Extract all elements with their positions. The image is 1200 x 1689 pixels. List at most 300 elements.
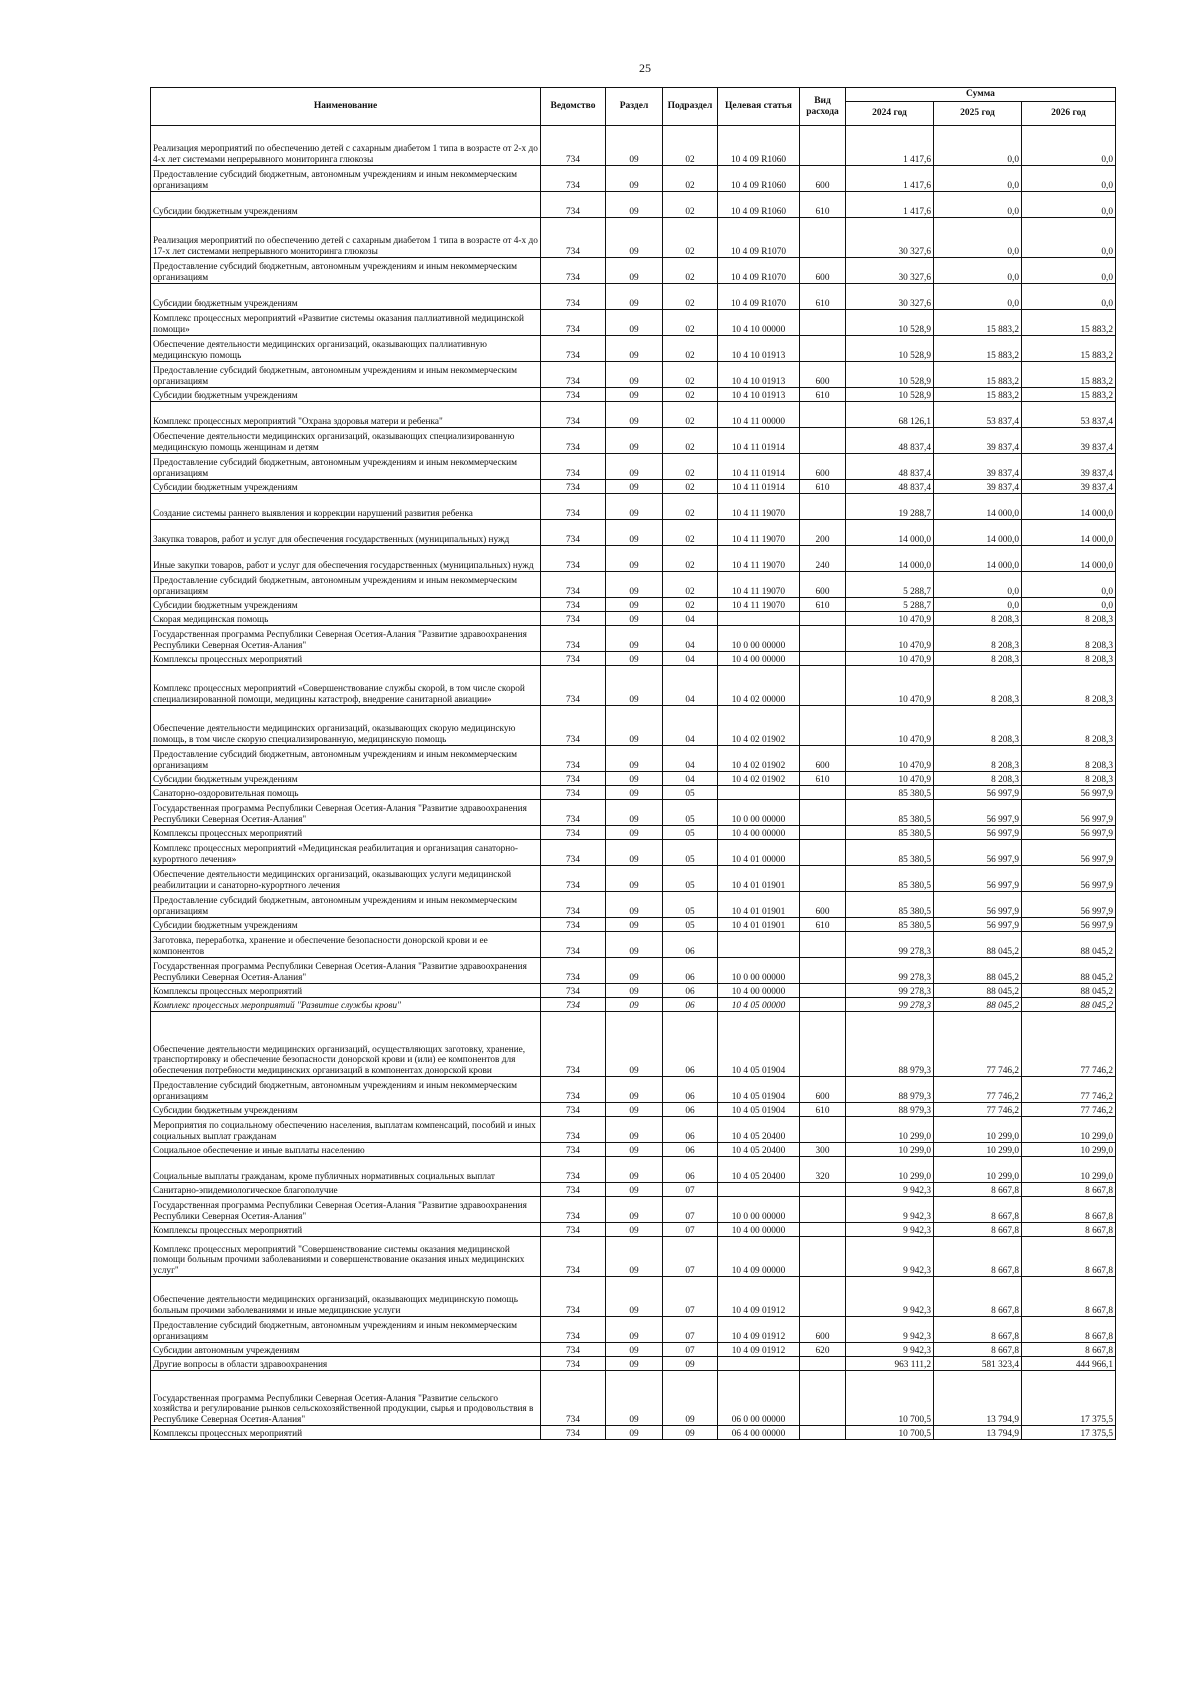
sum-2024-cell: 85 380,5 — [846, 892, 934, 918]
sum-2026-cell: 15 883,2 — [1022, 388, 1116, 402]
target-article-cell: 10 4 11 01914 — [718, 454, 800, 480]
razdel-cell: 09 — [606, 480, 663, 494]
sum-2025-cell: 39 837,4 — [934, 454, 1022, 480]
razdel-cell: 09 — [606, 520, 663, 546]
sum-2026-cell: 56 997,9 — [1022, 800, 1116, 826]
sum-2024-cell: 10 470,9 — [846, 626, 934, 652]
sum-2026-cell: 39 837,4 — [1022, 428, 1116, 454]
target-article-cell: 10 4 01 01901 — [718, 918, 800, 932]
razdel-cell: 09 — [606, 826, 663, 840]
sum-2026-cell: 88 045,2 — [1022, 958, 1116, 984]
target-article-cell: 10 4 10 00000 — [718, 310, 800, 336]
name-cell: Субсидии бюджетным учреждениям — [151, 284, 541, 310]
ved-cell: 734 — [541, 520, 606, 546]
sum-2024-cell: 30 327,6 — [846, 284, 934, 310]
name-cell: Предоставление субсидий бюджетным, автономным учреждениям и иным некоммерческим организациям — [151, 1077, 541, 1103]
sum-2024-cell: 10 470,9 — [846, 652, 934, 666]
podrazdel-cell: 05 — [663, 786, 718, 800]
razdel-cell: 09 — [606, 1343, 663, 1357]
sum-2024-cell: 963 111,2 — [846, 1357, 934, 1371]
podrazdel-cell: 06 — [663, 984, 718, 998]
sum-2025-cell: 15 883,2 — [934, 362, 1022, 388]
sum-2025-cell: 77 746,2 — [934, 1012, 1022, 1077]
razdel-cell: 09 — [606, 1223, 663, 1237]
sum-2025-cell: 0,0 — [934, 192, 1022, 218]
podrazdel-cell: 09 — [663, 1357, 718, 1371]
sum-2025-cell: 88 045,2 — [934, 958, 1022, 984]
sum-2025-cell: 15 883,2 — [934, 388, 1022, 402]
header-target-article: Целевая статья — [718, 88, 800, 126]
sum-2024-cell: 19 288,7 — [846, 494, 934, 520]
target-article-cell: 10 4 09 R1060 — [718, 166, 800, 192]
podrazdel-cell: 05 — [663, 866, 718, 892]
table-row — [151, 1197, 1116, 1223]
name-cell: Государственная программа Республики Северная Осетия-Алания "Развитие здравоохранения Республики Северная Осетия-Алания" — [151, 1197, 541, 1223]
sum-2026-cell: 8 667,8 — [1022, 1277, 1116, 1317]
table-row — [151, 1077, 1116, 1103]
target-article-cell — [718, 786, 800, 800]
page-number: 25 — [639, 61, 651, 75]
expense-type-cell — [800, 1371, 846, 1426]
sum-2025-cell: 8 667,8 — [934, 1197, 1022, 1223]
name-cell: Комплексы процессных мероприятий — [151, 652, 541, 666]
name-cell: Реализация мероприятий по обеспечению детей с сахарным диабетом 1 типа в возрасте от 2-х до 4-х лет системами непрерывного мониторинга глюкозы — [151, 126, 541, 166]
sum-2024-cell: 48 837,4 — [846, 454, 934, 480]
table-body — [151, 126, 1116, 1440]
name-cell: Другие вопросы в области здравоохранения — [151, 1357, 541, 1371]
target-article-cell: 10 4 09 R1060 — [718, 126, 800, 166]
name-cell: Комплекс процессных мероприятий «Совершенствование службы скорой, в том числе скорой специализированной помощи, медицины катастроф, внедрение санитарной авиации» — [151, 666, 541, 706]
name-cell: Обеспечение деятельности медицинских организаций, оказывающих услуги медицинской реабилитации и санаторно-курортного лечения — [151, 866, 541, 892]
sum-2026-cell: 15 883,2 — [1022, 336, 1116, 362]
sum-2026-cell: 8 208,3 — [1022, 626, 1116, 652]
name-cell: Комплексы процессных мероприятий — [151, 1223, 541, 1237]
target-article-cell: 10 4 11 19070 — [718, 572, 800, 598]
sum-2026-cell: 0,0 — [1022, 572, 1116, 598]
name-cell: Государственная программа Республики Северная Осетия-Алания "Развитие сельского хозяйства и регулирование рынков сельскохозяйственной продукции, сырья и продовольствия в Республике Северная Осетия-Алания" — [151, 1371, 541, 1426]
razdel-cell: 09 — [606, 192, 663, 218]
table-row — [151, 612, 1116, 626]
sum-2026-cell: 77 746,2 — [1022, 1012, 1116, 1077]
sum-2024-cell: 10 470,9 — [846, 706, 934, 746]
name-cell: Предоставление субсидий бюджетным, автономным учреждениям и иным некоммерческим организациям — [151, 166, 541, 192]
table-row — [151, 1103, 1116, 1117]
expense-type-cell: 610 — [800, 598, 846, 612]
razdel-cell: 09 — [606, 800, 663, 826]
sum-2024-cell: 88 979,3 — [846, 1077, 934, 1103]
target-article-cell: 10 4 05 01904 — [718, 1012, 800, 1077]
name-cell: Предоставление субсидий бюджетным, автономным учреждениям и иным некоммерческим организациям — [151, 746, 541, 772]
ved-cell: 734 — [541, 336, 606, 362]
target-article-cell: 06 0 00 00000 — [718, 1371, 800, 1426]
sum-2026-cell: 0,0 — [1022, 166, 1116, 192]
razdel-cell: 09 — [606, 652, 663, 666]
sum-2024-cell: 30 327,6 — [846, 218, 934, 258]
podrazdel-cell: 04 — [663, 612, 718, 626]
sum-2024-cell: 99 278,3 — [846, 984, 934, 998]
podrazdel-cell: 02 — [663, 258, 718, 284]
name-cell: Мероприятия по социальному обеспечению населения, выплатам компенсаций, пособий и иных социальных выплат гражданам — [151, 1117, 541, 1143]
podrazdel-cell: 02 — [663, 166, 718, 192]
expense-type-cell: 200 — [800, 520, 846, 546]
table-row — [151, 1277, 1116, 1317]
sum-2025-cell: 8 667,8 — [934, 1237, 1022, 1277]
podrazdel-cell: 02 — [663, 362, 718, 388]
podrazdel-cell: 02 — [663, 428, 718, 454]
podrazdel-cell: 07 — [663, 1197, 718, 1223]
ved-cell: 734 — [541, 546, 606, 572]
ved-cell: 734 — [541, 598, 606, 612]
ved-cell: 734 — [541, 1317, 606, 1343]
expense-type-cell: 610 — [800, 1103, 846, 1117]
expense-type-cell — [800, 706, 846, 746]
sum-2024-cell: 88 979,3 — [846, 1012, 934, 1077]
table-row — [151, 402, 1116, 428]
expense-type-cell: 600 — [800, 746, 846, 772]
target-article-cell: 06 4 00 00000 — [718, 1426, 800, 1440]
sum-2024-cell: 10 528,9 — [846, 388, 934, 402]
sum-2026-cell: 56 997,9 — [1022, 918, 1116, 932]
razdel-cell: 09 — [606, 1371, 663, 1426]
sum-2024-cell: 10 528,9 — [846, 362, 934, 388]
expense-type-cell: 610 — [800, 388, 846, 402]
razdel-cell: 09 — [606, 666, 663, 706]
name-cell: Санитарно-эпидемиологическое благополучие — [151, 1183, 541, 1197]
expense-type-cell — [800, 652, 846, 666]
header-sum: Сумма — [846, 88, 1116, 102]
razdel-cell: 09 — [606, 310, 663, 336]
sum-2024-cell: 85 380,5 — [846, 786, 934, 800]
table-row — [151, 598, 1116, 612]
sum-2026-cell: 53 837,4 — [1022, 402, 1116, 428]
podrazdel-cell: 05 — [663, 800, 718, 826]
razdel-cell: 09 — [606, 612, 663, 626]
table-row — [151, 284, 1116, 310]
sum-2025-cell: 14 000,0 — [934, 546, 1022, 572]
name-cell: Иные закупки товаров, работ и услуг для обеспечения государственных (муниципальных) нужд — [151, 546, 541, 572]
sum-2026-cell: 444 966,1 — [1022, 1357, 1116, 1371]
sum-2024-cell: 5 288,7 — [846, 572, 934, 598]
name-cell: Комплексы процессных мероприятий — [151, 1426, 541, 1440]
sum-2025-cell: 56 997,9 — [934, 800, 1022, 826]
sum-2025-cell: 56 997,9 — [934, 892, 1022, 918]
expense-type-cell — [800, 1197, 846, 1223]
ved-cell: 734 — [541, 918, 606, 932]
sum-2026-cell: 14 000,0 — [1022, 546, 1116, 572]
sum-2025-cell: 39 837,4 — [934, 480, 1022, 494]
expense-type-cell — [800, 1426, 846, 1440]
sum-2025-cell: 8 208,3 — [934, 746, 1022, 772]
podrazdel-cell: 04 — [663, 652, 718, 666]
expense-type-cell: 300 — [800, 1143, 846, 1157]
target-article-cell: 10 4 11 01914 — [718, 428, 800, 454]
table-row — [151, 1237, 1116, 1277]
expense-type-cell — [800, 1223, 846, 1237]
razdel-cell: 09 — [606, 984, 663, 998]
ved-cell: 734 — [541, 428, 606, 454]
podrazdel-cell: 06 — [663, 1077, 718, 1103]
sum-2024-cell: 10 299,0 — [846, 1157, 934, 1183]
podrazdel-cell: 02 — [663, 310, 718, 336]
table-row — [151, 572, 1116, 598]
ved-cell: 734 — [541, 1143, 606, 1157]
sum-2025-cell: 56 997,9 — [934, 918, 1022, 932]
target-article-cell: 10 4 11 19070 — [718, 494, 800, 520]
sum-2026-cell: 8 667,8 — [1022, 1237, 1116, 1277]
sum-2024-cell: 99 278,3 — [846, 958, 934, 984]
ved-cell: 734 — [541, 958, 606, 984]
sum-2024-cell: 85 380,5 — [846, 918, 934, 932]
sum-2025-cell: 0,0 — [934, 284, 1022, 310]
target-article-cell: 10 0 00 00000 — [718, 958, 800, 984]
sum-2026-cell: 56 997,9 — [1022, 786, 1116, 800]
ved-cell: 734 — [541, 1426, 606, 1440]
target-article-cell: 10 4 05 01904 — [718, 1103, 800, 1117]
table-row — [151, 918, 1116, 932]
razdel-cell: 09 — [606, 454, 663, 480]
sum-2024-cell: 10 470,9 — [846, 666, 934, 706]
sum-2024-cell: 99 278,3 — [846, 998, 934, 1012]
sum-2025-cell: 8 667,8 — [934, 1277, 1022, 1317]
table-row — [151, 428, 1116, 454]
expense-type-cell — [800, 826, 846, 840]
podrazdel-cell: 02 — [663, 336, 718, 362]
razdel-cell: 09 — [606, 1077, 663, 1103]
expense-type-cell — [800, 626, 846, 652]
name-cell: Обеспечение деятельности медицинских организаций, осуществляющих заготовку, хранение, транспортировку и обеспечение безопасности донорской крови и (или) ее компонентов для обеспечения потребности медицинских организаций в компонентах донорской крови — [151, 1012, 541, 1077]
sum-2025-cell: 77 746,2 — [934, 1077, 1022, 1103]
target-article-cell: 10 4 10 01913 — [718, 362, 800, 388]
header-name: Наименование — [151, 88, 541, 126]
sum-2026-cell: 15 883,2 — [1022, 310, 1116, 336]
table-row — [151, 786, 1116, 800]
podrazdel-cell: 07 — [663, 1237, 718, 1277]
razdel-cell: 09 — [606, 958, 663, 984]
target-article-cell: 10 4 00 00000 — [718, 984, 800, 998]
table-row — [151, 652, 1116, 666]
ved-cell: 734 — [541, 772, 606, 786]
sum-2026-cell: 10 299,0 — [1022, 1157, 1116, 1183]
ved-cell: 734 — [541, 1103, 606, 1117]
expense-type-cell: 610 — [800, 772, 846, 786]
expense-type-cell: 600 — [800, 892, 846, 918]
sum-2026-cell: 8 667,8 — [1022, 1343, 1116, 1357]
sum-2025-cell: 581 323,4 — [934, 1357, 1022, 1371]
podrazdel-cell: 06 — [663, 1143, 718, 1157]
name-cell: Субсидии бюджетным учреждениям — [151, 918, 541, 932]
sum-2026-cell: 39 837,4 — [1022, 480, 1116, 494]
ved-cell: 734 — [541, 652, 606, 666]
name-cell: Субсидии бюджетным учреждениям — [151, 598, 541, 612]
sum-2026-cell: 88 045,2 — [1022, 998, 1116, 1012]
sum-2026-cell: 8 208,3 — [1022, 746, 1116, 772]
name-cell: Предоставление субсидий бюджетным, автономным учреждениям и иным некоммерческим организациям — [151, 258, 541, 284]
sum-2025-cell: 8 667,8 — [934, 1317, 1022, 1343]
expense-type-cell: 600 — [800, 454, 846, 480]
ved-cell: 734 — [541, 1157, 606, 1183]
ved-cell: 734 — [541, 1371, 606, 1426]
expense-type-cell: 610 — [800, 192, 846, 218]
sum-2026-cell: 10 299,0 — [1022, 1117, 1116, 1143]
sum-2026-cell: 56 997,9 — [1022, 892, 1116, 918]
target-article-cell: 10 4 01 01901 — [718, 892, 800, 918]
target-article-cell — [718, 612, 800, 626]
name-cell: Обеспечение деятельности медицинских организаций, оказывающих специализированную медицинскую помощь женщинам и детям — [151, 428, 541, 454]
sum-2024-cell: 88 979,3 — [846, 1103, 934, 1117]
table-row — [151, 1426, 1116, 1440]
expense-type-cell: 610 — [800, 284, 846, 310]
target-article-cell: 10 4 09 01912 — [718, 1317, 800, 1343]
razdel-cell: 09 — [606, 1012, 663, 1077]
name-cell: Субсидии бюджетным учреждениям — [151, 1103, 541, 1117]
sum-2026-cell: 8 667,8 — [1022, 1183, 1116, 1197]
sum-2024-cell: 10 470,9 — [846, 612, 934, 626]
name-cell: Субсидии автономным учреждениям — [151, 1343, 541, 1357]
ved-cell: 734 — [541, 126, 606, 166]
podrazdel-cell: 06 — [663, 998, 718, 1012]
target-article-cell: 10 4 02 00000 — [718, 666, 800, 706]
sum-2025-cell: 56 997,9 — [934, 840, 1022, 866]
ved-cell: 734 — [541, 1223, 606, 1237]
expense-type-cell — [800, 428, 846, 454]
ved-cell: 734 — [541, 454, 606, 480]
razdel-cell: 09 — [606, 126, 663, 166]
target-article-cell: 10 4 09 R1070 — [718, 284, 800, 310]
target-article-cell: 10 4 02 01902 — [718, 772, 800, 786]
header-expense-type: Вид расхода — [800, 88, 846, 126]
ved-cell: 734 — [541, 362, 606, 388]
expense-type-cell — [800, 984, 846, 998]
name-cell: Комплексы процессных мероприятий — [151, 826, 541, 840]
name-cell: Заготовка, переработка, хранение и обеспечение безопасности донорской крови и ее компонентов — [151, 932, 541, 958]
podrazdel-cell: 05 — [663, 918, 718, 932]
table-row — [151, 1371, 1116, 1426]
expense-type-cell — [800, 1237, 846, 1277]
sum-2026-cell: 8 208,3 — [1022, 652, 1116, 666]
sum-2024-cell: 85 380,5 — [846, 800, 934, 826]
expense-type-cell — [800, 1277, 846, 1317]
target-article-cell: 10 4 09 R1070 — [718, 258, 800, 284]
table-row — [151, 1143, 1116, 1157]
name-cell: Предоставление субсидий бюджетным, автономным учреждениям и иным некоммерческим организациям — [151, 362, 541, 388]
name-cell: Социальное обеспечение и иные выплаты населению — [151, 1143, 541, 1157]
name-cell: Обеспечение деятельности медицинских организаций, оказывающих скорую медицинскую помощь, в том числе скорую специализированную, медицинскую помощь — [151, 706, 541, 746]
sum-2024-cell: 30 327,6 — [846, 258, 934, 284]
table-row — [151, 1183, 1116, 1197]
sum-2024-cell: 9 942,3 — [846, 1343, 934, 1357]
target-article-cell: 10 4 05 20400 — [718, 1157, 800, 1183]
name-cell: Государственная программа Республики Северная Осетия-Алания "Развитие здравоохранения Республики Северная Осетия-Алания" — [151, 800, 541, 826]
sum-2024-cell: 48 837,4 — [846, 428, 934, 454]
ved-cell: 734 — [541, 826, 606, 840]
sum-2024-cell: 10 528,9 — [846, 310, 934, 336]
podrazdel-cell: 09 — [663, 1426, 718, 1440]
budget-table — [150, 87, 1116, 1440]
sum-2025-cell: 0,0 — [934, 166, 1022, 192]
expense-type-cell: 620 — [800, 1343, 846, 1357]
expense-type-cell: 600 — [800, 362, 846, 388]
target-article-cell: 10 4 00 00000 — [718, 652, 800, 666]
expense-type-cell — [800, 932, 846, 958]
table-row — [151, 706, 1116, 746]
razdel-cell: 09 — [606, 1117, 663, 1143]
podrazdel-cell: 07 — [663, 1343, 718, 1357]
ved-cell: 734 — [541, 998, 606, 1012]
ved-cell: 734 — [541, 800, 606, 826]
podrazdel-cell: 02 — [663, 218, 718, 258]
razdel-cell: 09 — [606, 388, 663, 402]
name-cell: Предоставление субсидий бюджетным, автономным учреждениям и иным некоммерческим организациям — [151, 454, 541, 480]
sum-2025-cell: 56 997,9 — [934, 786, 1022, 800]
sum-2024-cell: 1 417,6 — [846, 126, 934, 166]
sum-2025-cell: 10 299,0 — [934, 1117, 1022, 1143]
expense-type-cell — [800, 336, 846, 362]
sum-2025-cell: 0,0 — [934, 258, 1022, 284]
ved-cell: 734 — [541, 284, 606, 310]
target-article-cell: 10 4 05 01904 — [718, 1077, 800, 1103]
target-article-cell: 10 4 05 00000 — [718, 998, 800, 1012]
podrazdel-cell: 06 — [663, 958, 718, 984]
name-cell: Субсидии бюджетным учреждениям — [151, 192, 541, 218]
sum-2026-cell: 17 375,5 — [1022, 1371, 1116, 1426]
target-article-cell: 10 4 00 00000 — [718, 826, 800, 840]
expense-type-cell — [800, 494, 846, 520]
ved-cell: 734 — [541, 310, 606, 336]
name-cell: Социальные выплаты гражданам, кроме публичных нормативных социальных выплат — [151, 1157, 541, 1183]
sum-2025-cell: 0,0 — [934, 572, 1022, 598]
expense-type-cell — [800, 1357, 846, 1371]
target-article-cell: 10 4 10 01913 — [718, 388, 800, 402]
podrazdel-cell: 02 — [663, 546, 718, 572]
razdel-cell: 09 — [606, 706, 663, 746]
expense-type-cell — [800, 840, 846, 866]
podrazdel-cell: 02 — [663, 126, 718, 166]
expense-type-cell: 600 — [800, 258, 846, 284]
header-year-2024: 2024 год — [846, 102, 934, 126]
sum-2025-cell: 0,0 — [934, 598, 1022, 612]
table-row — [151, 494, 1116, 520]
ved-cell: 734 — [541, 218, 606, 258]
target-article-cell: 10 4 09 01912 — [718, 1277, 800, 1317]
podrazdel-cell: 02 — [663, 402, 718, 428]
ved-cell: 734 — [541, 1183, 606, 1197]
name-cell: Комплекс процессных мероприятий "Развитие службы крови" — [151, 998, 541, 1012]
sum-2024-cell: 85 380,5 — [846, 826, 934, 840]
name-cell: Создание системы раннего выявления и коррекции нарушений развития ребенка — [151, 494, 541, 520]
table-row — [151, 958, 1116, 984]
razdel-cell: 09 — [606, 1197, 663, 1223]
sum-2024-cell: 14 000,0 — [846, 520, 934, 546]
sum-2026-cell: 0,0 — [1022, 218, 1116, 258]
sum-2026-cell: 8 208,3 — [1022, 666, 1116, 706]
ved-cell: 734 — [541, 1117, 606, 1143]
expense-type-cell — [800, 866, 846, 892]
razdel-cell: 09 — [606, 1277, 663, 1317]
expense-type-cell: 610 — [800, 918, 846, 932]
podrazdel-cell: 02 — [663, 480, 718, 494]
razdel-cell: 09 — [606, 218, 663, 258]
expense-type-cell: 600 — [800, 1317, 846, 1343]
sum-2026-cell: 8 667,8 — [1022, 1223, 1116, 1237]
podrazdel-cell: 05 — [663, 826, 718, 840]
razdel-cell: 09 — [606, 258, 663, 284]
podrazdel-cell: 07 — [663, 1183, 718, 1197]
target-article-cell: 10 0 00 00000 — [718, 800, 800, 826]
razdel-cell: 09 — [606, 1426, 663, 1440]
expense-type-cell — [800, 958, 846, 984]
razdel-cell: 09 — [606, 598, 663, 612]
name-cell: Закупка товаров, работ и услуг для обеспечения государственных (муниципальных) нужд — [151, 520, 541, 546]
